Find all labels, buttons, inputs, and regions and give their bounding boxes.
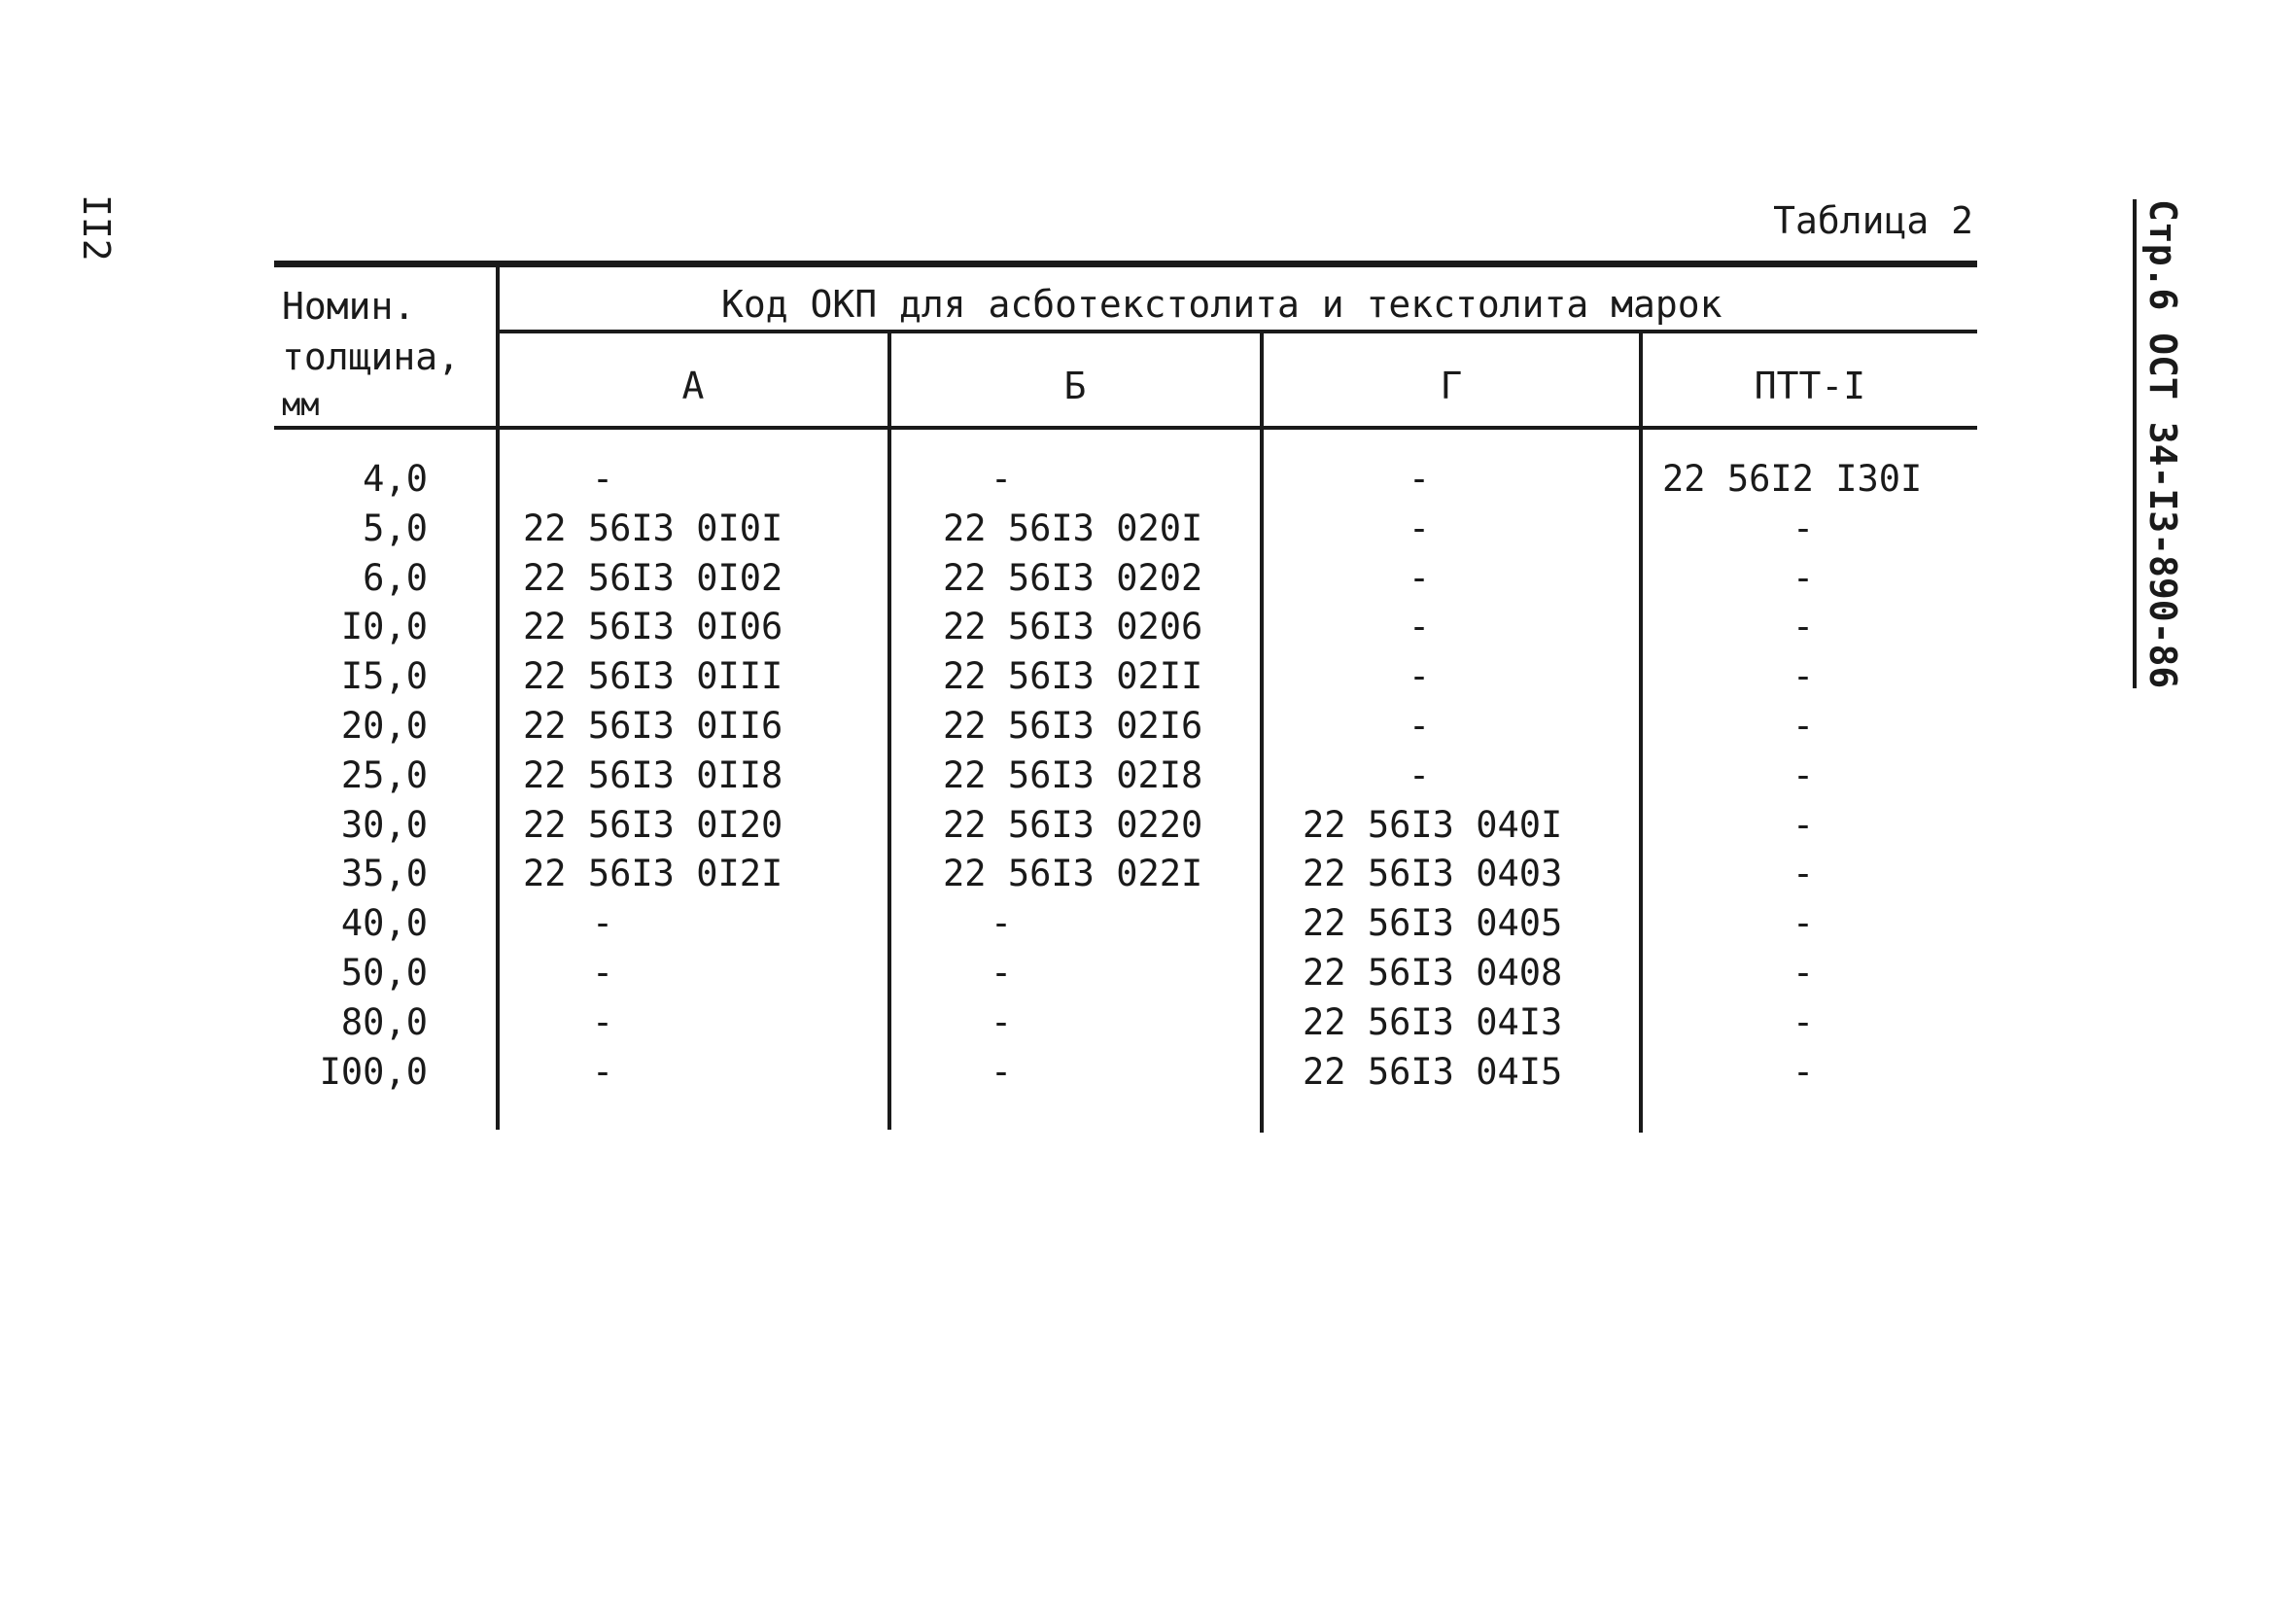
code-cell-a: -	[591, 1000, 614, 1043]
code-cell-ptt: -	[1792, 1050, 1815, 1093]
code-cell-g: 22 56I3 04I3	[1303, 1000, 1563, 1043]
code-cell-b: 22 56I3 02I8	[943, 753, 1203, 796]
code-cell-ptt: -	[1792, 704, 1815, 747]
code-cell-a: -	[591, 902, 614, 945]
table-row	[272, 505, 1983, 554]
code-cell-ptt: -	[1792, 753, 1815, 796]
code-cell-g: -	[1408, 606, 1431, 648]
code-cell-b: 22 56I3 0202	[943, 556, 1203, 599]
code-cell-a: 22 56I3 0II6	[523, 704, 783, 747]
code-cell-b: 22 56I3 0206	[943, 606, 1203, 648]
table-caption: Таблица 2	[1773, 199, 1973, 242]
thickness-cell: 6,0	[363, 556, 428, 599]
code-cell-b: 22 56I3 02II	[943, 655, 1203, 698]
column-header-ptt: ПТТ-I	[1754, 365, 1866, 407]
code-cell-ptt: -	[1792, 655, 1815, 698]
table-row	[272, 801, 1983, 851]
code-cell-a: -	[591, 1050, 614, 1093]
table-row	[272, 554, 1983, 604]
code-cell-g: 22 56I3 0403	[1303, 853, 1563, 895]
code-cell-a: 22 56I3 0I06	[523, 606, 783, 648]
thickness-header-line2: толщина,	[282, 335, 461, 378]
code-cell-ptt: -	[1792, 902, 1815, 945]
code-cell-ptt: -	[1792, 951, 1815, 994]
code-cell-g: -	[1408, 753, 1431, 796]
code-cell-ptt: -	[1792, 606, 1815, 648]
code-cell-b: 22 56I3 0220	[943, 803, 1203, 846]
column-header-b: Б	[1063, 365, 1087, 407]
group-header-title: Код ОКП для асботекстолита и текстолита марок	[721, 283, 1722, 326]
table-row	[272, 603, 1983, 652]
code-cell-g: -	[1408, 655, 1431, 698]
table-row	[272, 949, 1983, 998]
code-cell-g: -	[1408, 704, 1431, 747]
thickness-cell: 4,0	[363, 458, 428, 500]
code-cell-b: -	[990, 902, 1013, 945]
table-row	[272, 998, 1983, 1048]
thickness-cell: 20,0	[340, 704, 428, 747]
table-row	[272, 1048, 1983, 1098]
thickness-header-line3: мм	[282, 386, 320, 423]
page-number: II2	[75, 194, 118, 262]
table-row	[272, 899, 1983, 949]
column-header-a: А	[681, 365, 705, 407]
code-cell-b: -	[990, 1000, 1013, 1043]
document-side-header: Стр.6 ОСТ 34-I3-890-86	[2133, 199, 2183, 688]
code-cell-b: -	[990, 951, 1013, 994]
code-cell-a: -	[591, 951, 614, 994]
header-bottom-rule	[274, 426, 1977, 430]
thickness-cell: 50,0	[340, 951, 428, 994]
thickness-cell: 25,0	[340, 753, 428, 796]
thickness-cell: I5,0	[340, 655, 428, 698]
column-header-g: Г	[1440, 365, 1463, 407]
code-cell-a: 22 56I3 0I2I	[523, 853, 783, 895]
table-top-rule	[274, 261, 1977, 267]
code-cell-ptt: -	[1792, 853, 1815, 895]
thickness-cell: 5,0	[363, 507, 428, 549]
table-row	[272, 455, 1983, 505]
code-cell-g: 22 56I3 040I	[1303, 803, 1563, 846]
code-cell-ptt: -	[1792, 507, 1815, 549]
code-cell-a: 22 56I3 0II8	[523, 753, 783, 796]
group-header-rule	[500, 330, 1977, 333]
code-cell-ptt: -	[1792, 556, 1815, 599]
thickness-cell: 40,0	[340, 902, 428, 945]
thickness-cell: 80,0	[340, 1000, 428, 1043]
table-row	[272, 652, 1983, 702]
thickness-cell: I00,0	[319, 1050, 428, 1093]
code-cell-a: 22 56I3 0I20	[523, 803, 783, 846]
code-cell-a: 22 56I3 0I02	[523, 556, 783, 599]
code-cell-g: 22 56I3 0405	[1303, 902, 1563, 945]
table-body	[272, 455, 1983, 1097]
code-cell-a: 22 56I3 0I0I	[523, 507, 783, 549]
code-cell-g: 22 56I3 0408	[1303, 951, 1563, 994]
code-cell-ptt: -	[1792, 803, 1815, 846]
code-cell-g: -	[1408, 458, 1431, 500]
code-cell-g: -	[1408, 507, 1431, 549]
table-row	[272, 850, 1983, 899]
code-cell-a: -	[591, 458, 614, 500]
code-cell-a: 22 56I3 0III	[523, 655, 783, 698]
code-cell-b: 22 56I3 02I6	[943, 704, 1203, 747]
thickness-cell: I0,0	[340, 606, 428, 648]
table-row	[272, 752, 1983, 801]
code-cell-ptt: -	[1792, 1000, 1815, 1043]
thickness-header-line1: Номин.	[282, 285, 416, 328]
thickness-cell: 30,0	[340, 803, 428, 846]
code-cell-b: 22 56I3 020I	[943, 507, 1203, 549]
thickness-cell: 35,0	[340, 853, 428, 895]
table-row	[272, 702, 1983, 752]
code-cell-b: 22 56I3 022I	[943, 853, 1203, 895]
code-cell-g: -	[1408, 556, 1431, 599]
code-cell-ptt: 22 56I2 I30I	[1662, 458, 1923, 500]
code-cell-b: -	[990, 458, 1013, 500]
code-cell-b: -	[990, 1050, 1013, 1093]
code-cell-g: 22 56I3 04I5	[1303, 1050, 1563, 1093]
